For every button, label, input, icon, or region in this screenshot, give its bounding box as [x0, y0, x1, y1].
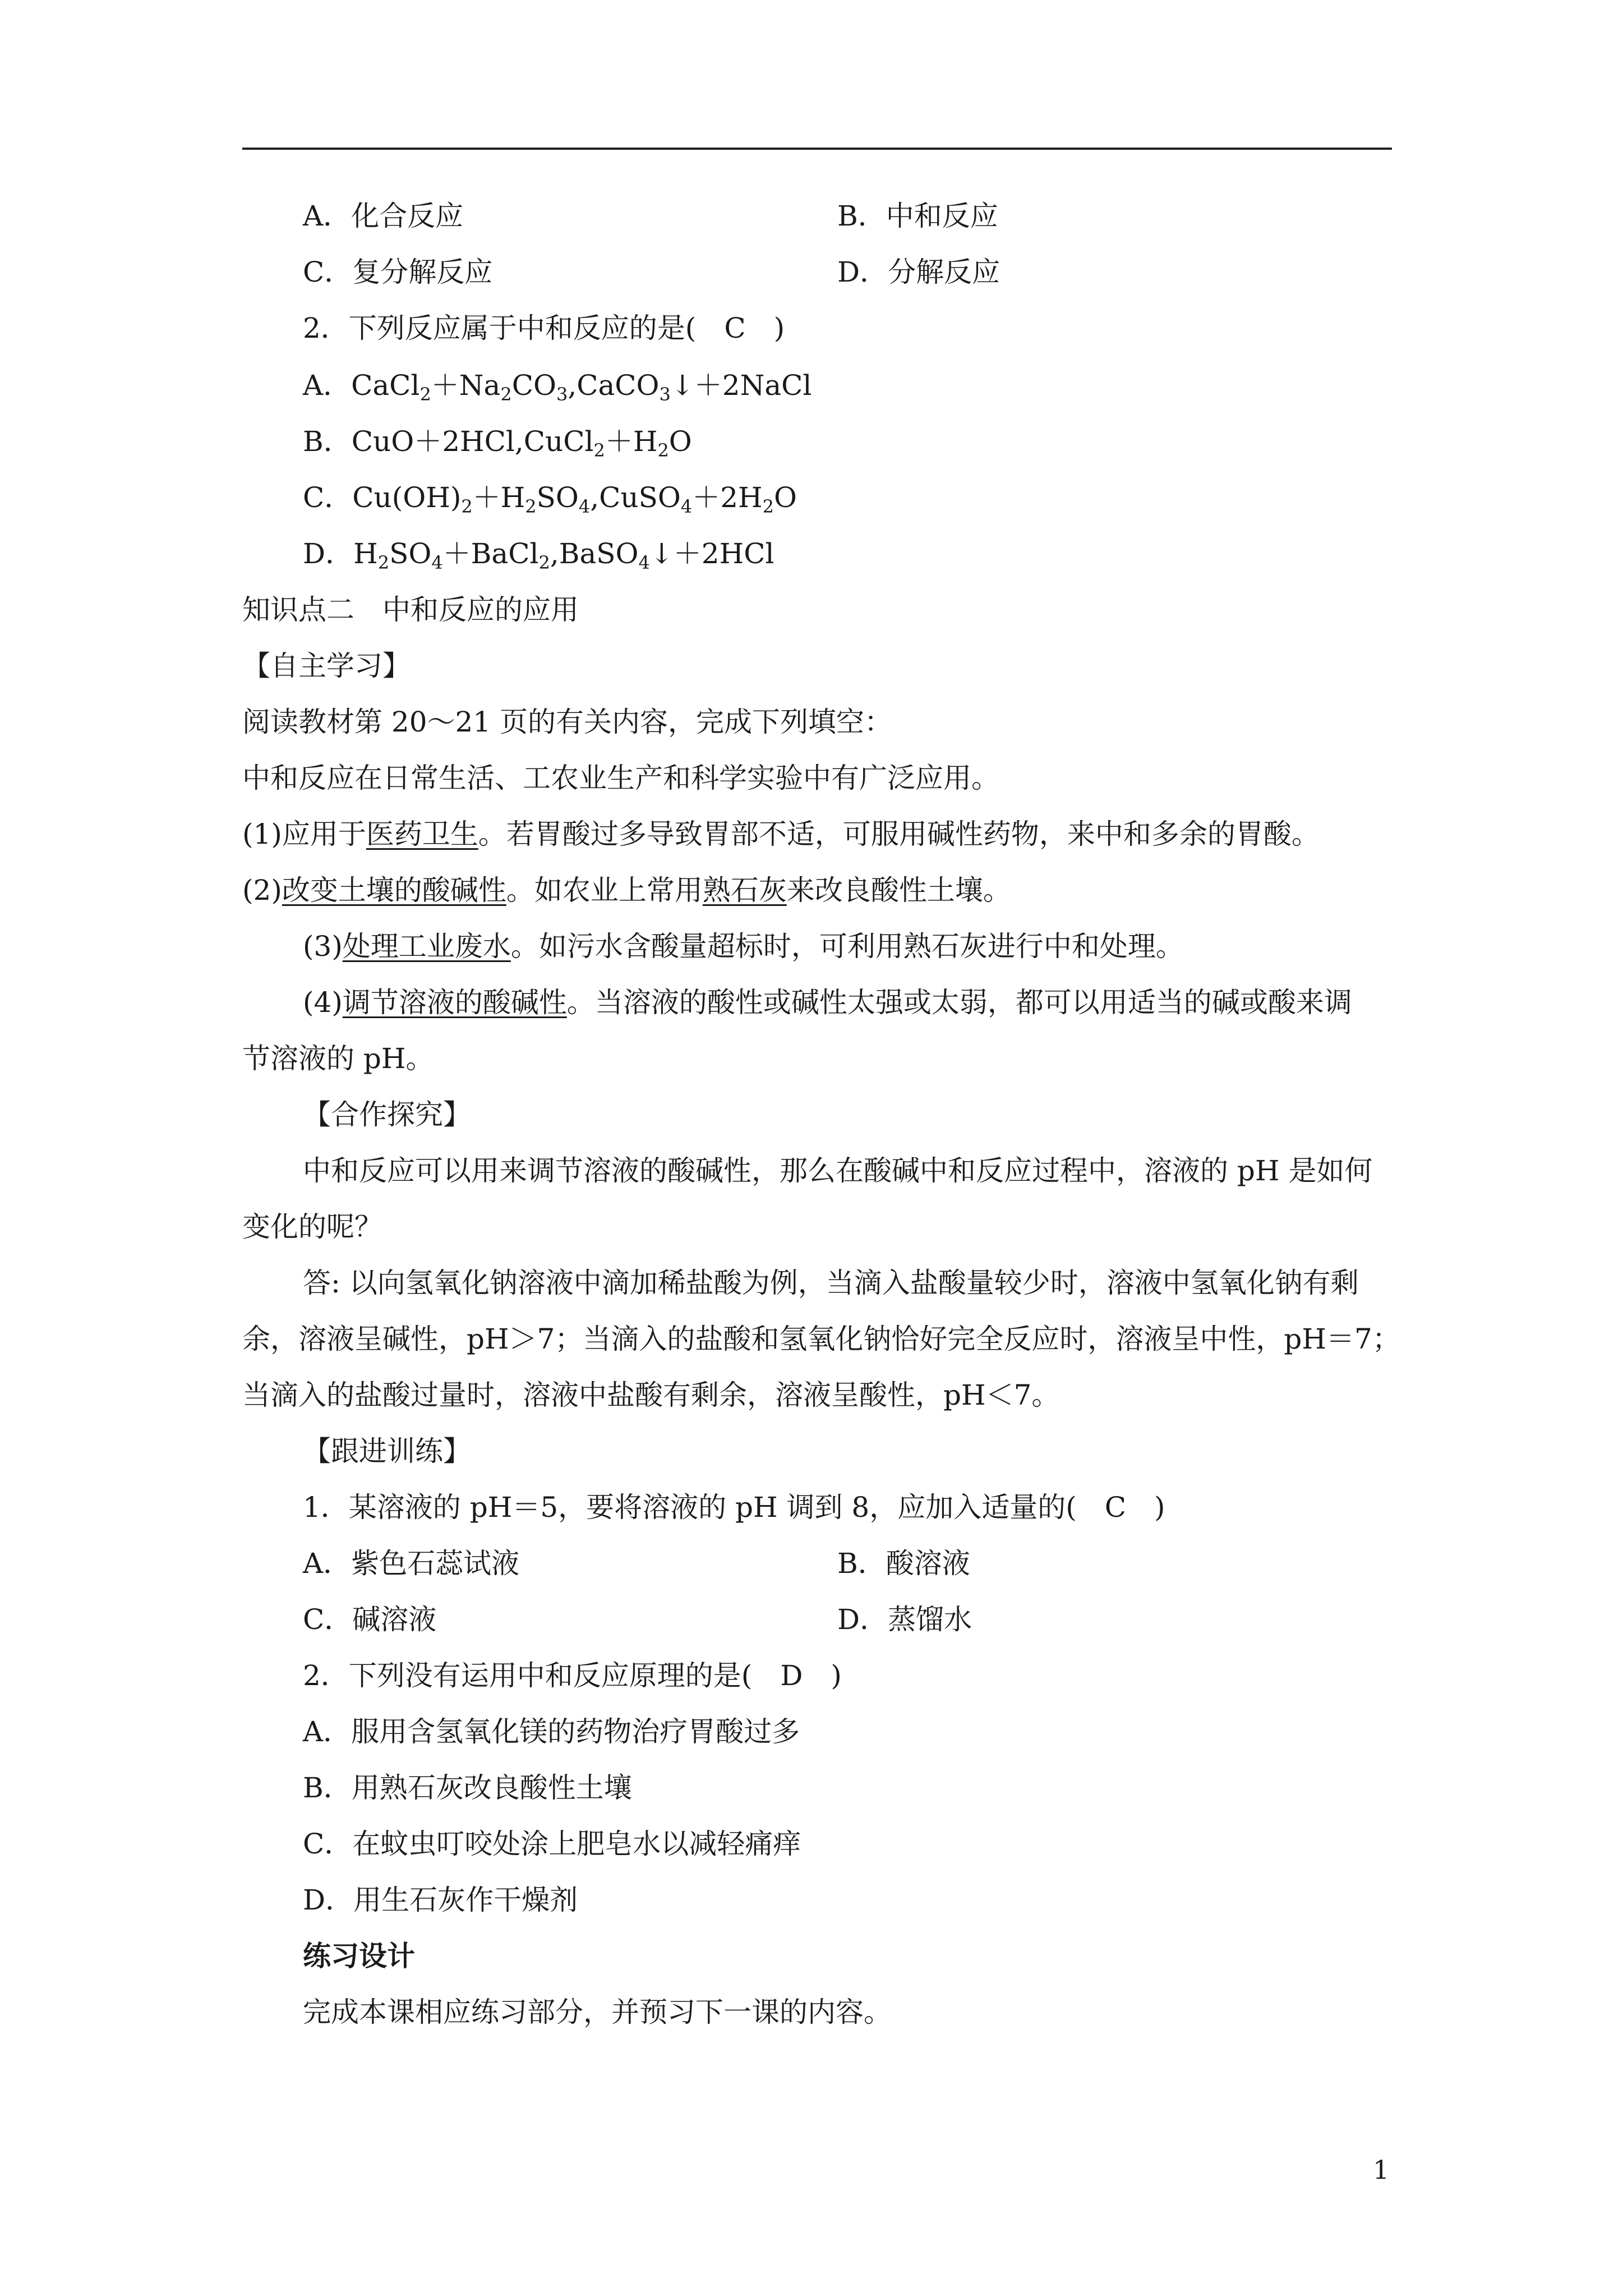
blank-answer: 熟石灰	[702, 874, 787, 907]
follow-q2-option-c: C．在蚊虫叮咬处涂上肥皂水以减轻痛痒	[303, 1828, 801, 1860]
self-study-item-4-cont: 节溶液的 pH。	[242, 1042, 434, 1075]
coop-question-line-1: 中和反应可以用来调节溶液的酸碱性，那么在酸碱中和反应过程中，溶液的 pH 是如何	[303, 1154, 1373, 1187]
q2-option-a: A．$CaCl_2+Na_2CO_3,CaCO_3↓+2NaCl$	[303, 369, 812, 405]
blank-answer: 医药卫生	[366, 818, 478, 850]
option-a: A．化合反应	[303, 200, 464, 232]
self-study-item-1: (1)应用于医药卫生。若胃酸过多导致胃部不适，可服用碱性药物，来中和多余的胃酸。	[242, 818, 1320, 850]
follow-q1-option-c: C．碱溶液	[303, 1603, 437, 1636]
page-number: 1	[1373, 2155, 1390, 2185]
header-rule	[242, 148, 1392, 150]
blank-answer: 处理工业废水	[342, 930, 511, 963]
blank-answer: 改变土壤的酸碱性	[282, 874, 506, 907]
option-b: B．中和反应	[837, 200, 998, 232]
follow-q1-stem: 1．某溶液的 pH＝5，要将溶液的 pH 调到 8，应加入适量的( C )	[303, 1491, 1165, 1524]
coop-answer-line-1: 答: 以向氢氧化钠溶液中滴加稀盐酸为例，当滴入盐酸量较少时，溶液中氢氧化钠有剩	[303, 1267, 1359, 1299]
practice-text: 完成本课相应练习部分，并预习下一课的内容。	[303, 1996, 892, 2028]
follow-q1-option-d: D．蒸馏水	[837, 1603, 972, 1636]
coop-answer-line-3: 当滴入的盐酸过量时，溶液中盐酸有剩余，溶液呈酸性，pH＜7。	[242, 1379, 1060, 1411]
option-d: D．分解反应	[837, 256, 1000, 288]
self-study-heading: 【自主学习】	[242, 650, 411, 682]
section-title: 知识点二 中和反应的应用	[242, 593, 579, 626]
self-study-intro: 阅读教材第 20～21 页的有关内容，完成下列填空：	[242, 706, 893, 738]
q2-option-c: C．$Cu(OH)_2+H_2SO_4,CuSO_4+2H_2O$	[303, 481, 797, 517]
follow-q1-option-a: A．紫色石蕊试液	[303, 1547, 520, 1580]
practice-heading: 练习设计	[303, 1939, 415, 1972]
coop-question-line-2: 变化的呢？	[242, 1211, 382, 1243]
q2-stem: 2．下列反应属于中和反应的是( C )	[303, 312, 785, 344]
blank-answer: 调节溶液的酸碱性	[342, 986, 567, 1019]
option-c: C．复分解反应	[303, 256, 493, 288]
coop-heading: 【合作探究】	[303, 1098, 471, 1131]
follow-heading: 【跟进训练】	[303, 1435, 471, 1467]
self-study-item-4: (4)调节溶液的酸碱性。当溶液的酸性或碱性太强或太弱，都可以用适当的碱或酸来调	[303, 986, 1352, 1019]
q2-option-b: B．$CuO+2HCl,CuCl_2+H_2O$	[303, 425, 692, 461]
follow-q2-option-d: D．用生石灰作干燥剂	[303, 1884, 578, 1916]
follow-q2-stem: 2．下列没有运用中和反应原理的是( D )	[303, 1659, 842, 1692]
follow-q2-option-a: A．服用含氢氧化镁的药物治疗胃酸过多	[303, 1715, 800, 1748]
self-study-item-2: (2)改变土壤的酸碱性。如农业上常用熟石灰来改良酸性土壤。	[242, 874, 1011, 907]
follow-q2-option-b: B．用熟石灰改良酸性土壤	[303, 1772, 632, 1804]
follow-q1-option-b: B．酸溶液	[837, 1547, 970, 1580]
coop-answer-line-2: 余，溶液呈碱性，pH＞7；当滴入的盐酸和氢氧化钠恰好完全反应时，溶液呈中性，pH＝7；	[242, 1323, 1400, 1355]
self-study-lead: 中和反应在日常生活、工农业生产和科学实验中有广泛应用。	[242, 762, 999, 794]
self-study-item-3: (3)处理工业废水。如污水含酸量超标时，可利用熟石灰进行中和处理。	[303, 930, 1184, 963]
q2-option-d: D．$H_2SO_4+BaCl_2,BaSO_4↓+2HCl$	[303, 537, 774, 573]
